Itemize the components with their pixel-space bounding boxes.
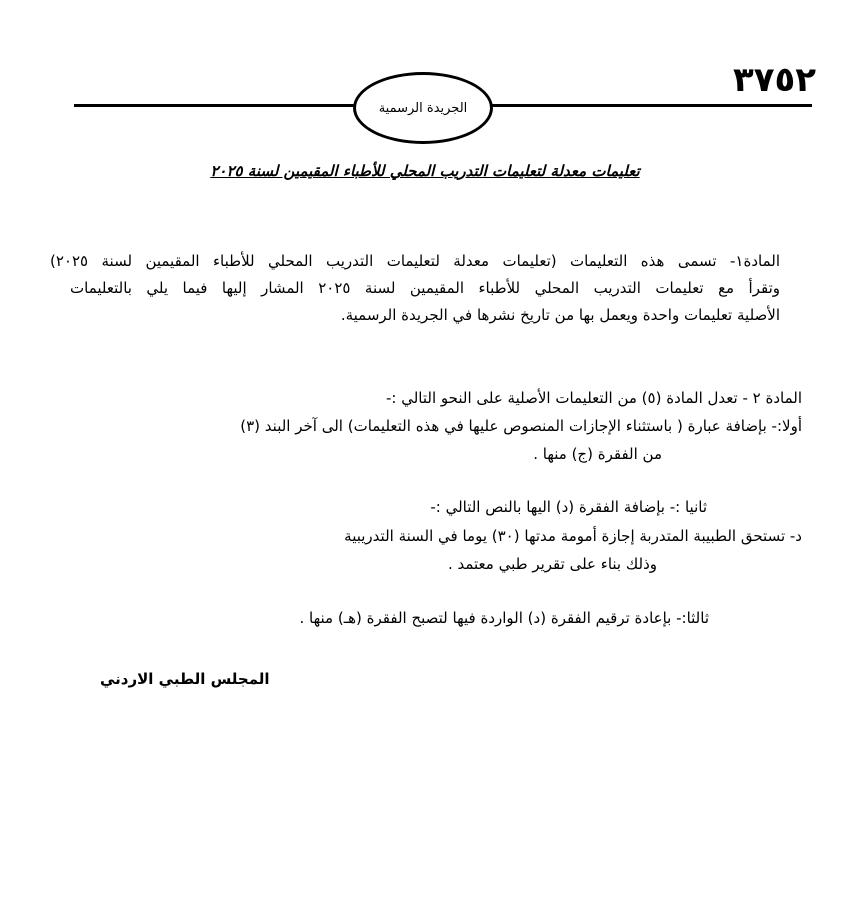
article-1-line-2: وتقرأ مع تعليمات التدريب المحلي للأطباء المقيمين لسنة ٢٠٢٥ المشار إليها فيما يلي بالتعليمات: [70, 279, 780, 297]
article-1-line-1: المادة١- تسمى هذه التعليمات (تعليمات معدلة لتعليمات التدريب المحلي للأطباء المقيمين لسنة ٢٠٢٥): [50, 252, 780, 270]
page-number: ٣٧٥٢: [733, 60, 817, 100]
item-third: ثالثا:- بإعادة ترقيم الفقرة (د) الواردة فيها لتصبح الفقرة (هـ) منها .: [299, 609, 709, 627]
document-title: تعليمات معدلة لتعليمات التدريب المحلي للأطباء المقيمين لسنة ٢٠٢٥: [210, 162, 640, 180]
item-first-line-2: من الفقرة (ج) منها .: [533, 445, 662, 463]
paragraph-d-line-2: وذلك بناء على تقرير طبي معتمد .: [447, 555, 657, 573]
article-1-line-3: الأصلية تعليمات واحدة ويعمل بها من تاريخ نشرها في الجريدة الرسمية.: [340, 306, 780, 324]
signature: المجلس الطبي الاردني: [100, 670, 270, 688]
article-1: [50, 248, 780, 329]
gazette-label: الجريدة الرسمية: [353, 72, 493, 144]
item-first-line-1: أولا:- بإضافة عبارة ( باستثناء الإجازات المنصوص عليها في هذه التعليمات) الى آخر البند (٣): [240, 417, 802, 435]
article-2-heading: المادة ٢ - تعدل المادة (٥) من التعليمات الأصلية على النحو التالي :-: [386, 389, 802, 407]
item-second-heading: ثانيا :- بإضافة الفقرة (د) اليها بالنص التالي :-: [430, 498, 707, 516]
paragraph-d-line-1: د- تستحق الطبيبة المتدربة إجازة أمومة مدتها (٣٠) يوما في السنة التدريبية: [344, 527, 802, 545]
